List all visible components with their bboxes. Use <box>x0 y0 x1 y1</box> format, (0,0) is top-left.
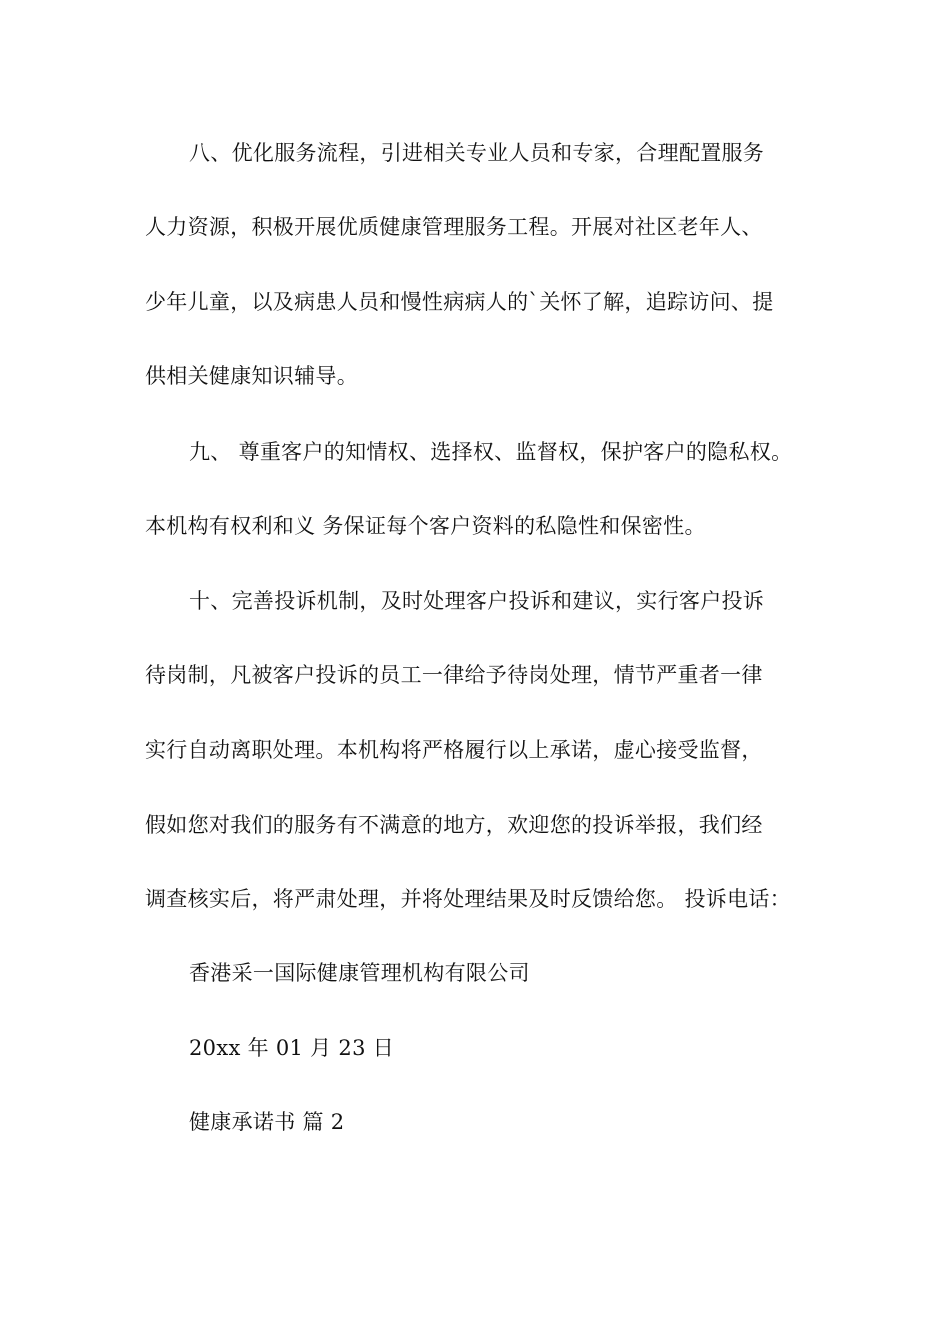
paragraph-8-line-2: 人力资源，积极开展优质健康管理服务工程。开展对社区老年人、 <box>145 215 763 239</box>
paragraph-9-line-1: 九、 尊重客户的知情权、选择权、监督权，保护客户的隐私权。 <box>189 440 793 464</box>
paragraph-10-line-3: 实行自动离职处理。本机构将严格履行以上承诺，虚心接受监督， <box>145 738 763 762</box>
organization-name: 香港采一国际健康管理机构有限公司 <box>189 961 530 985</box>
paragraph-10-line-1: 十、完善投诉机制，及时处理客户投诉和建议，实行客户投诉 <box>189 589 765 613</box>
section-heading: 健康承诺书 篇 2 <box>189 1110 345 1134</box>
paragraph-8-line-4: 供相关健康知识辅导。 <box>145 364 358 388</box>
signature-date: 20xx 年 01 月 23 日 <box>189 1036 395 1060</box>
paragraph-10-line-2: 待岗制，凡被客户投诉的员工一律给予待岗处理，情节严重者一律 <box>145 663 763 687</box>
paragraph-10-line-4: 假如您对我们的服务有不满意的地方，欢迎您的投诉举报，我们经 <box>145 813 763 837</box>
paragraph-9-line-2: 本机构有权利和义 务保证每个客户资料的私隐性和保密性。 <box>145 514 706 538</box>
paragraph-8-line-1: 八、优化服务流程，引进相关专业人员和专家，合理配置服务 <box>189 141 765 165</box>
paragraph-8-line-3: 少年儿童，以及病患人员和慢性病病人的`关怀了解，追踪访问、提 <box>145 290 774 314</box>
paragraph-10-line-5: 调查核实后，将严肃处理，并将处理结果及时反馈给您。 投诉电话： <box>145 887 791 911</box>
